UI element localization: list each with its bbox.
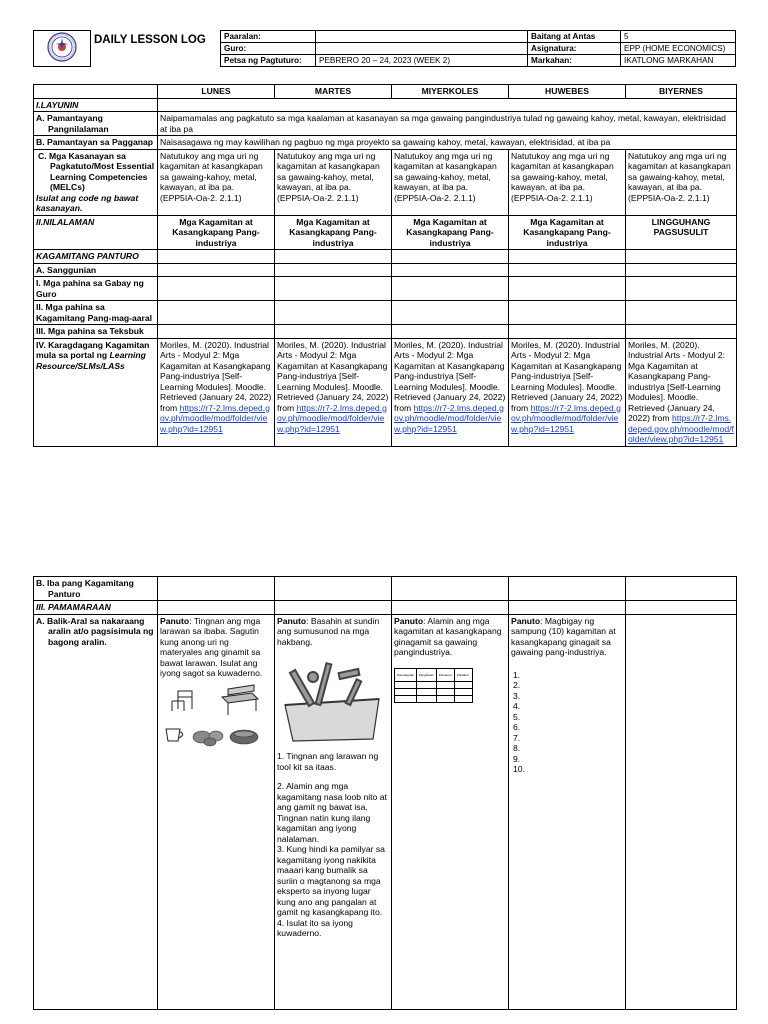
nilalaman-biyernes: LINGGUHANG PAGSUSULIT [626,215,737,250]
layunin-heading: I.LAYUNIN [34,98,158,112]
miyerkoles-instructions: : Alamin ang mga kagamitan at kasangkapang ginagamit sa gawaing pangindustriya. [394,615,502,657]
lesson-table-page2 [33,576,737,1010]
melc-biyernes: Natutukoy ang mga uri ng kagamitan at kasangkapan sa gawaing-kahoy, metal, kawayan, at iba pa. (EPP5IA-Oa-2. 2.1.1) [626,149,737,215]
teksbuk-label: III. Mga pahina sa Teksbuk [34,325,158,339]
document-title: DAILY LESSON LOG [91,31,221,67]
list-item: 5. [513,711,521,722]
basket-icon [230,730,258,744]
balik-aral-miyerkoles: Panuto: Alamin ang mga kagamitan at kasangkapang ginagamit sa gawaing pangindustriya. Pamalagnak Pangilanan Pamantul Pantakot [392,614,509,1009]
deped-seal [34,31,91,67]
list-item: 3. [513,690,521,701]
stones-icon [193,731,223,746]
nilalaman-miyerkoles: Mga Kagamitan at Kasangkapang Pang-industriya [392,215,509,250]
reference-link[interactable]: https://r7-2.lms.deped.gov.ph/moodle/mod/folder/view.php?id=12951 [511,402,621,434]
mini-table-header: Pamalagnak [395,668,417,682]
melc-label: C. Mga Kasanayan sa Pagkatuto/Most Essential Learning Competencies (MELCs) [38,150,155,192]
lesson-table-page1 [33,84,737,447]
list-item: 7. [513,732,521,743]
markahan-label: Markahan: [528,55,621,67]
kagamitang-panturo-heading: KAGAMITANG PANTURO [34,250,158,264]
pamantayang-pangnilalaman-text: Naipamamalas ang pagkatuto sa mga kaalaman at kasanayan sa mga gawaing pangindustriya tulad ng gawaing kahoy, metal, kawayan, elektrisidad at iba pa [158,112,737,136]
martes-step: 4. Isulat ito sa iyong kuwaderno. [277,917,353,938]
guro-label: Guro: [221,43,316,55]
mini-table-header: Pantakot [454,668,472,682]
list-item: 2. [513,680,521,690]
day-lunes: LUNES [158,85,275,99]
day-biyernes: BIYERNES [626,85,737,99]
reference-link[interactable]: https://r7-2.lms.deped.gov.ph/moodle/mod/folder/view.php?id=12951 [628,413,734,444]
baitang-label: Baitang at Antas [528,31,621,43]
asignatura-label: Asignatura: [528,43,621,55]
reference-link[interactable]: https://r7-2.lms.deped.gov.ph/moodle/mod/folder/view.php?id=12951 [394,402,504,434]
pamantayang-pangnilalaman-label: A. Pamantayang Pangnilalaman [34,112,158,136]
martes-step: 1. Tingnan ang larawan ng tool kit sa itaas. [277,751,379,772]
day-martes: MARTES [275,85,392,99]
panuto-label: Panuto [160,615,190,626]
list-item: 10. [513,764,525,774]
reference-lunes: Moriles, M. (2020). Industrial Arts - Modyul 2: Mga Kagamitan at Kasangkapang Pang-industriya [Self-Learning Modules]. Moodle. Retrieved (January 24, 2022) from https://r7-2.lms.deped.gov.ph/moodle/mod/folder/view.php?id=12951 [158,338,275,446]
karagdagang-kagamitan-label: IV. Karagdagang Kagamitan mula sa portal ng [36,339,150,360]
list-item: 8. [513,743,521,753]
kagamitang-mag-aaral-label: II. Mga pahina sa Kagamitang Pang-mag-aaral [34,301,158,325]
reference-miyerkoles: Moriles, M. (2020). Industrial Arts - Modyul 2: Mga Kagamitan at Kasangkapang Pang-industriya [Self-Learning Modules]. Moodle. Retrieved (January 24, 2022) from https://r7-2.lms.deped.gov.ph/moodle/mod/folder/view.php?id=12951 [392,338,509,446]
nilalaman-lunes: Mga Kagamitan at Kasangkapang Pang-industriya [158,215,275,250]
huwebes-instructions: : Magbigay ng sampung (10) kagamitan at kasangkapang ginagait sa gawaing pang-industriya. [511,615,616,657]
balik-aral-martes: Panuto: Basahin at sundin ang sumusunod na mga hakbang. 1. Tingnan ang larawan ng tool kit sa itaas. 2. Alamin ang mga kagamitang nasa loob nito at ang gamit ng bawat isa. Tingnan natin kung ilang kagamitan ang iyong nalalaman. 3. Kung hindi ka pamilyar sa kagamitang iyong nakikita maaari kang bumalik sa suriin o magtanong sa mga eksperto sa inyong lugar kung ano ang pangalan at gamit ng kasangkapang ito. 4. Isulat ito sa iyong kuwaderno. [275,614,392,1009]
reference-link[interactable]: https://r7-2.lms.deped.gov.ph/moodle/mod/folder/view.php?id=12951 [160,402,270,434]
markahan-value: IKATLONG MARKAHAN [621,55,736,67]
balik-aral-label: A. Balik-Aral sa nakaraang aralin at/o pagsisimula ng bagong aralin. [34,614,158,1009]
balik-aral-biyernes [626,614,737,1009]
pamamaraan-heading: III. PAMAMARAAN [34,601,158,615]
days-header-row [34,85,737,99]
list-item: 9. [513,753,521,764]
materials-illustration [160,683,270,755]
pamantayan-pagganap-text: Naisasagawa ng may kawilihan ng pagbuo ng mga proyekto sa gawaing kahoy, metal, kawayan, elektrisidad, at iba pa [158,136,737,150]
martes-instructions: : Basahin at sundin ang sumusunod na mga hakbang. [277,615,380,647]
list-item: 4. [513,701,521,711]
bench-icon [222,685,258,715]
deped-seal-icon [47,32,77,62]
nilalaman-martes: Mga Kagamitan at Kasangkapang Pang-industriya [275,215,392,250]
melc-martes: Natutukoy ang mga uri ng kagamitan at kasangkapan sa gawaing-kahoy, metal, kawayan, at iba pa. (EPP5IA-Oa-2. 2.1.1) [275,149,392,215]
nilalaman-huwebes: Mga Kagamitan at Kasangkapang Pang-industriya [509,215,626,250]
karagdagang-kagamitan-italic: Learning Resource/SLMs/LASs [36,350,146,371]
nilalaman-heading: II.NILALAMAN [34,215,158,250]
petsa-label: Petsa ng Pagtuturo: [221,55,316,67]
chair-icon [172,691,192,711]
paaralan-label: Paaralan: [221,31,316,43]
balik-aral-huwebes: Panuto: Magbigay ng sampung (10) kagamitan at kasangkapang ginagait sa gawaing pang-industriya. 1. 2. 3. 4. 5. 6. 7. 8. 9. 10. [509,614,626,1009]
reference-biyernes: Moriles, M. (2020). Industrial Arts - Modyul 2: Mga Kagamitan at Kasangkapang Pang-industriya [Self-Learning Modules]. Moodle. Retrieved (January 24, 2022) from https://r7-2.lms.deped.gov.ph/moodle/mod/folder/view.php?id=12951 [626,338,737,446]
gabay-guro-label: I. Mga pahina sa Gabay ng Guro [34,277,158,301]
melc-lunes: Natutukoy ang mga uri ng kagamitan at kasangkapan sa gawaing-kahoy, metal, kawayan, at iba pa. (EPP5IA-Oa-2. 2.1.1) [158,149,275,215]
reference-link[interactable]: https://r7-2.lms.deped.gov.ph/moodle/mod/folder/view.php?id=12951 [277,402,387,434]
melc-label-cell [34,149,158,215]
petsa-value: PEBRERO 20 – 24, 2023 (WEEK 2) [316,55,528,67]
answer-number-list [513,670,623,775]
day-huwebes: HUWEBES [509,85,626,99]
mini-table-header: Pamantul [436,668,454,682]
melc-miyerkoles: Natutukoy ang mga uri ng kagamitan at kasangkapan sa gawaing-kahoy, metal, kawayan, at iba pa. (EPP5IA-Oa-2. 2.1.1) [392,149,509,215]
martes-step: 2. Alamin ang mga kagamitang nasa loob nito at ang gamit ng bawat isa. Tingnan natin kung ilang kagamitan ang iyong nalalaman. [277,781,387,844]
lunes-instructions: : Tingnan ang mga larawan sa ibaba. Sagutin kung anong uri ng materyales ang ginamit sa bawat larawan. Isulat ang iyong sagot sa kuwaderno. [160,615,263,678]
list-item: 1. [513,669,521,680]
melc-huwebes: Natutukoy ang mga uri ng kagamitan at kasangkapan sa gawaing-kahoy, metal, kawayan, at iba pa. (EPP5IA-Oa-2. 2.1.1) [509,149,626,215]
pamantayan-pagganap-label: B. Pamantayan sa Pagganap [34,136,158,150]
guro-value [316,43,528,55]
toolkit-icon [277,655,387,745]
baitang-value: 5 [621,31,736,43]
balik-aral-lunes [158,614,275,1009]
sanggunian-label: A. Sanggunian [34,263,158,277]
paaralan-value [316,31,528,43]
cup-icon [166,729,183,741]
iba-pang-kagamitan-label: B. Iba pang Kagamitang Panturo [34,577,158,601]
melc-note: Isulat ang code ng bawat kasanayan. [36,192,139,213]
mini-answer-table [394,668,473,704]
reference-huwebes: Moriles, M. (2020). Industrial Arts - Modyul 2: Mga Kagamitan at Kasangkapang Pang-industriya [Self-Learning Modules]. Moodle. Retrieved (January 24, 2022) from https://r7-2.lms.deped.gov.ph/moodle/mod/folder/view.php?id=12951 [509,338,626,446]
asignatura-value: EPP (HOME ECONOMICS) [621,43,736,55]
day-miyerkoles: MIYERKOLES [392,85,509,99]
karagdagang-kagamitan-cell [34,338,158,446]
list-item: 6. [513,722,521,732]
reference-martes: Moriles, M. (2020). Industrial Arts - Modyul 2: Mga Kagamitan at Kasangkapang Pang-industriya [Self-Learning Modules]. Moodle. Retrieved (January 24, 2022) from https://r7-2.lms.deped.gov.ph/moodle/mod/folder/view.php?id=12951 [275,338,392,446]
martes-step: 3. Kung hindi ka pamilyar sa kagamitang iyong nakikita maaari kang bumalik sa suriin o magtanong sa mga eksperto sa inyong lugar kung ano ang pangalan at gamit ng kasangkapang ito. [277,844,385,917]
header-table [33,30,736,67]
mini-table-header: Pangilanan [416,668,436,682]
